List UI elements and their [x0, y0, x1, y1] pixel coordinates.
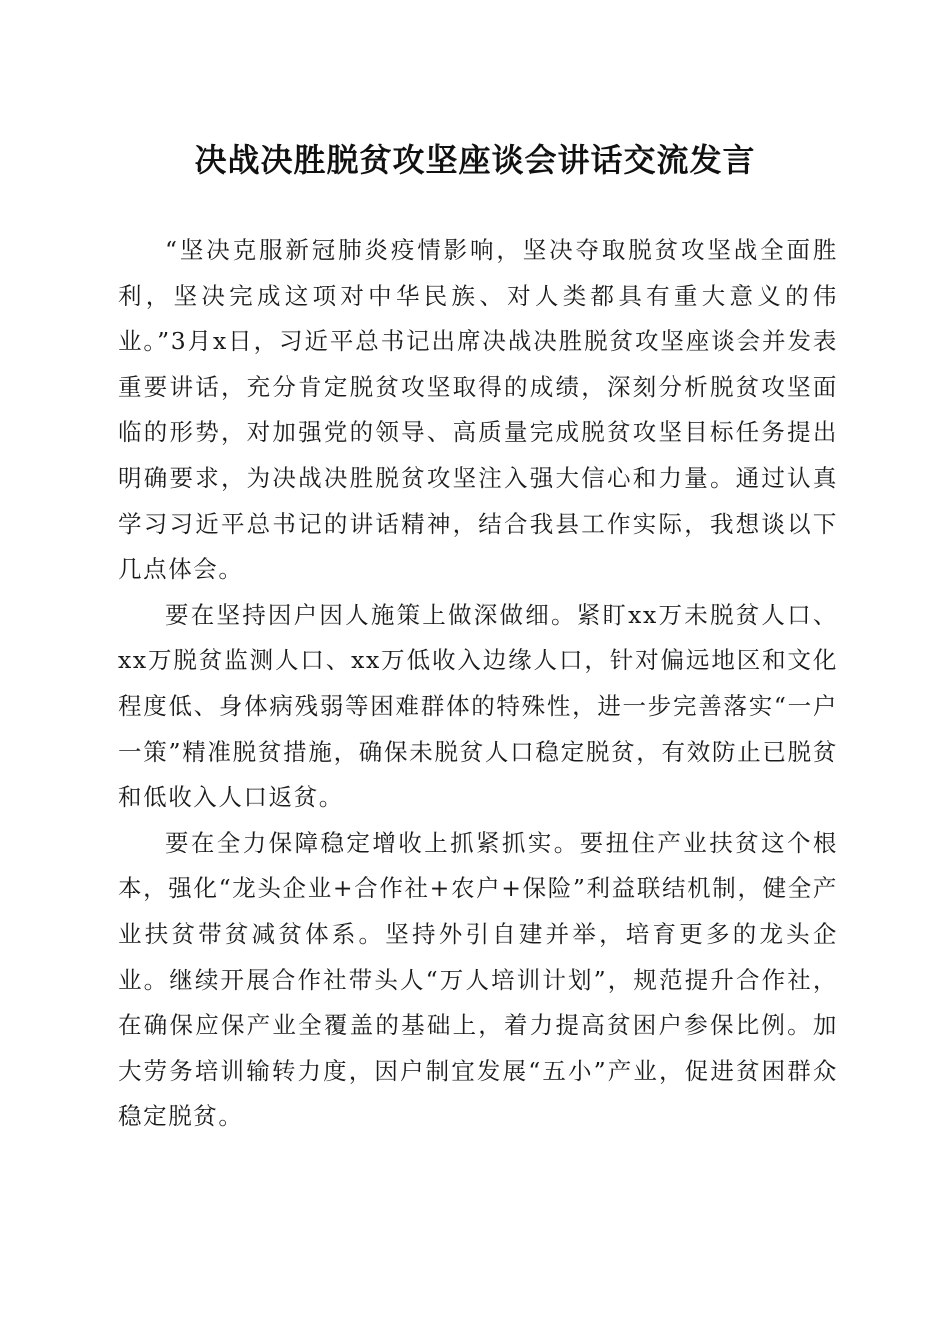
paragraph-targeted-measures: 要在坚持因户因人施策上做深做细。紧盯xx万未脱贫人口、xx万脱贫监测人口、xx万低收入边缘人口，针对偏远地区和文化程度低、身体病残弱等困难群体的特殊性，进一步完善落实“一户一策”精准脱贫措施，确保未脱贫人口稳定脱贫，有效防止已脱贫和低收入人口返贫。	[118, 600, 838, 812]
paragraph-stable-income: 要在全力保障稳定增收上抓紧抓实。要扭住产业扶贫这个根本，强化“龙头企业+合作社+农户+保险”利益联结机制，健全产业扶贫带贫减贫体系。坚持外引自建并举，培育更多的龙头企业。继续开展合作社带头人“万人培训计划”，规范提升合作社，在确保应保产业全覆盖的基础上，着力提高贫困户参保比例。加大劳务培训输转力度，因户制宜发展“五小”产业，促进贫困群众稳定脱贫。	[118, 828, 838, 1131]
paragraph-intro: “坚决克服新冠肺炎疫情影响，坚决夺取脱贫攻坚战全面胜利，坚决完成这项对中华民族、对人类都具有重大意义的伟业。”3月x日，习近平总书记出席决战决胜脱贫攻坚座谈会并发表重要讲话，充分肯定脱贫攻坚取得的成绩，深刻分析脱贫攻坚面临的形势，对加强党的领导、高质量完成脱贫攻坚目标任务提出明确要求，为决战决胜脱贫攻坚注入强大信心和力量。通过认真学习习近平总书记的讲话精神，结合我县工作实际，我想谈以下几点体会。	[118, 236, 838, 584]
document-body	[118, 228, 838, 1140]
document-title: 决战决胜脱贫攻坚座谈会讲话交流发言	[194, 141, 756, 179]
